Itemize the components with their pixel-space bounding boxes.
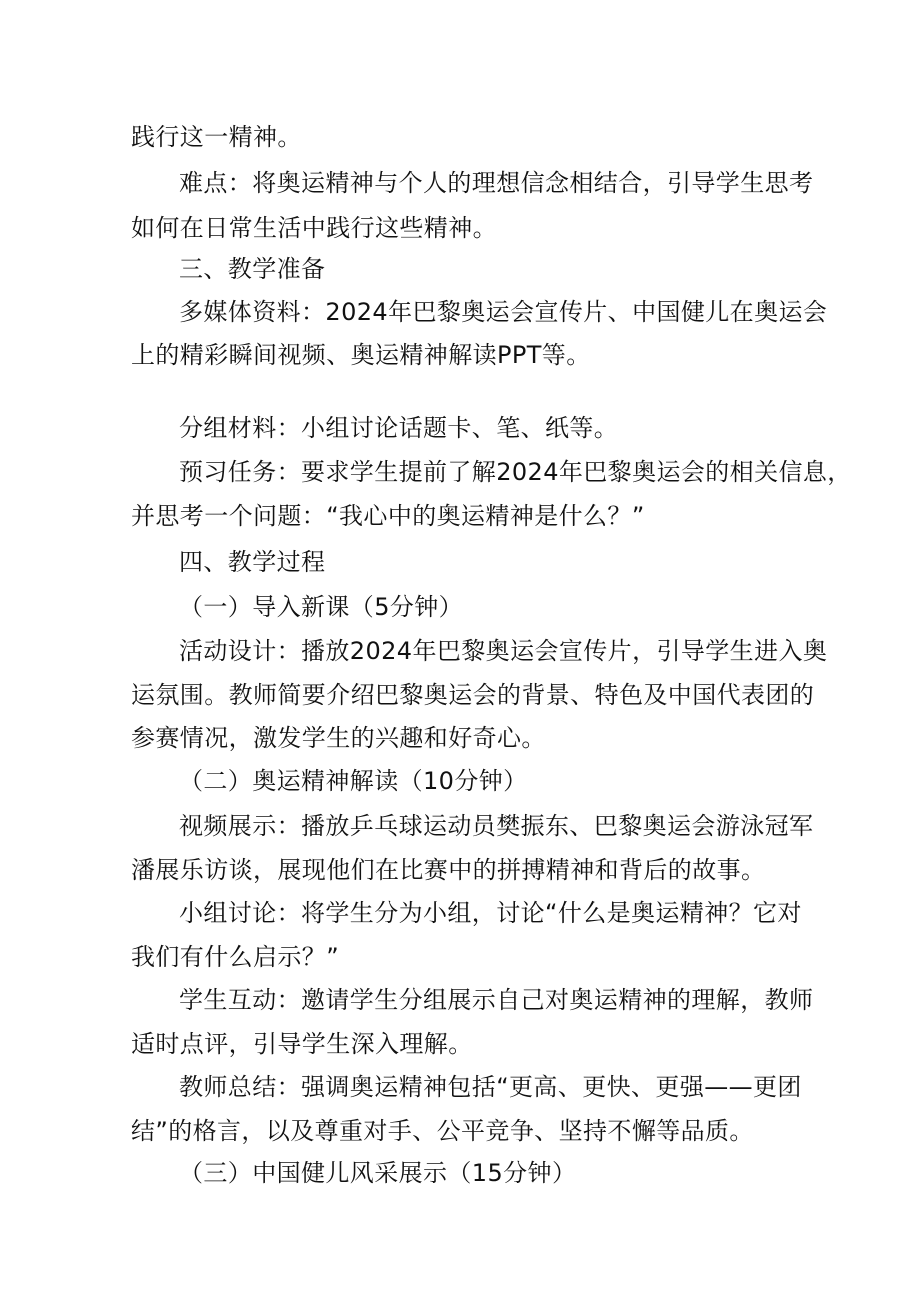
paragraph-line: 我们有什么启示？” [131,943,340,971]
paragraph-line: 运氛围。教师简要介绍巴黎奥运会的背景、特色及中国代表团的 [131,681,815,709]
paragraph-line: 并思考一个问题：“我心中的奥运精神是什么？” [131,502,645,530]
paragraph-line: 活动设计：播放2024年巴黎奥运会宣传片，引导学生进入奥 [179,637,828,665]
paragraph-line: 适时点评，引导学生深入理解。 [131,1030,473,1058]
paragraph-line: 上的精彩瞬间视频、奥运精神解读PPT等。 [131,341,591,369]
paragraph-line: 如何在日常生活中践行这些精神。 [131,214,497,242]
subsection-heading: （一）导入新课（5分钟） [179,593,464,621]
paragraph-line: 潘展乐访谈，展现他们在比赛中的拼搏精神和背后的故事。 [131,856,766,884]
paragraph-line: 教师总结：强调奥运精神包括“更高、更快、更强——更团 [179,1073,802,1101]
paragraph-line: 难点：将奥运精神与个人的理想信念相结合，引导学生思考 [179,169,814,197]
section-heading: 三、教学准备 [179,255,326,283]
subsection-heading: （三）中国健儿风采展示（15分钟） [179,1159,577,1187]
subsection-heading: （二）奥运精神解读（10分钟） [179,767,528,795]
paragraph-line: 多媒体资料：2024年巴黎奥运会宣传片、中国健儿在奥运会 [179,298,828,326]
paragraph-line: 分组材料：小组讨论话题卡、笔、纸等。 [179,414,619,442]
paragraph-line: 践行这一精神。 [131,123,302,151]
paragraph-line: 小组讨论：将学生分为小组，讨论“什么是奥运精神？它对 [179,899,802,927]
paragraph-line: 视频展示：播放乒乓球运动员樊振东、巴黎奥运会游泳冠军 [179,812,814,840]
paragraph-line: 结”的格言，以及尊重对手、公平竞争、坚持不懈等品质。 [131,1117,754,1145]
section-heading: 四、教学过程 [179,548,326,576]
paragraph-line: 参赛情况，激发学生的兴趣和好奇心。 [131,724,546,752]
paragraph-line: 预习任务：要求学生提前了解2024年巴黎奥运会的相关信息， [179,458,852,486]
paragraph-line: 学生互动：邀请学生分组展示自己对奥运精神的理解，教师 [179,986,814,1014]
